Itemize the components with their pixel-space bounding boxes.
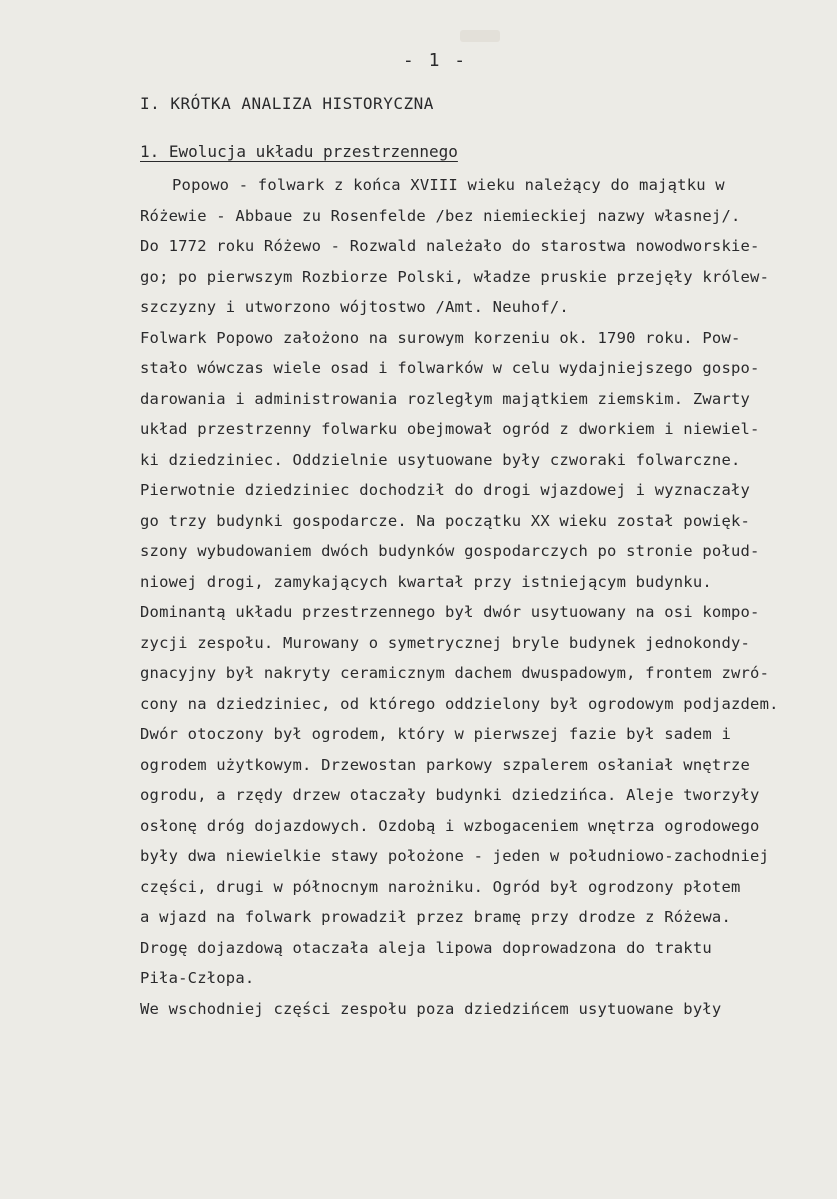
text-line: Folwark Popowo założono na surowym korzeniu ok. 1790 roku. Pow-	[140, 328, 741, 347]
text-line: osłonę dróg dojazdowych. Ozdobą i wzbogaceniem wnętrza ogrodowego	[140, 816, 760, 835]
text-line: go trzy budynki gospodarcze. Na początku XX wieku został powięk-	[140, 511, 751, 530]
text-line: Pierwotnie dziedziniec dochodził do drogi wjazdowej i wyznaczały	[140, 481, 751, 499]
text-line: Piła-Człopa.	[140, 969, 255, 987]
text-line: Dwór otoczony był ogrodem, który w pierwszej fazie był sadem i	[140, 725, 731, 743]
text-line: były dwa niewielkie stawy położone - jeden w południowo-zachodniej	[140, 847, 770, 865]
text-line: go; po pierwszym Rozbiorze Polski, władze pruskie przejęły królew-	[140, 267, 770, 286]
text-line: ogrodu, a rzędy drzew otaczały budynki dziedzińca. Aleje tworzyły	[140, 786, 760, 804]
text-line: niowej drogi, zamykających kwartał przy istniejącym budynku.	[140, 572, 712, 591]
text-line: Popowo - folwark z końca XVIII wieku należący do majątku w	[172, 176, 725, 194]
text-line: stało wówczas wiele osad i folwarków w celu wydajniejszego gospo-	[140, 359, 760, 377]
text-line: cony na dziedziniec, od którego oddzielony był ogrodowym podjazdem.	[140, 694, 779, 713]
text-line: szczyzny i utworzono wójtostwo /Amt. Neuhof/.	[140, 298, 569, 316]
faint-stamp-mark	[460, 30, 500, 42]
text-line: gnacyjny był nakryty ceramicznym dachem dwuspadowym, frontem zwró-	[140, 664, 770, 682]
text-line: Do 1772 roku Różewo - Rozwald należało do starostwa nowodworskie-	[140, 237, 760, 255]
body-text	[140, 170, 830, 1024]
page-number: - 1 -	[402, 50, 468, 71]
text-line: darowania i administrowania rozległym majątkiem ziemskim. Zwarty	[140, 389, 751, 408]
text-line: szony wybudowaniem dwóch budynków gospodarczych po stronie połud-	[140, 542, 760, 560]
text-line: We wschodniej części zespołu poza dziedzińcem usytuowane były	[140, 999, 722, 1018]
text-line: Dominantą układu przestrzennego był dwór usytuowany na osi kompo-	[140, 603, 760, 621]
text-line: układ przestrzenny folwarku obejmował ogród z dworkiem i niewiel-	[140, 420, 760, 438]
text-line: Drogę dojazdową otaczała aleja lipowa doprowadzona do traktu	[140, 938, 712, 957]
section-title: I. KRÓTKA ANALIZA HISTORYCZNA	[140, 94, 434, 113]
subsection-title: 1. Ewolucja układu przestrzennego	[140, 142, 458, 161]
text-line: ki dziedziniec. Oddzielnie usytuowane były czworaki folwarczne.	[140, 450, 741, 469]
text-line: zycji zespołu. Murowany o symetrycznej bryle budynek jednokondy-	[140, 633, 751, 652]
text-line: ogrodem użytkowym. Drzewostan parkowy szpalerem osłaniał wnętrze	[140, 755, 751, 774]
text-line: części, drugi w północnym narożniku. Ogród był ogrodzony płotem	[140, 877, 741, 896]
text-line: a wjazd na folwark prowadził przez bramę przy drodze z Różewa.	[140, 908, 731, 926]
text-line: Różewie - Abbaue zu Rosenfelde /bez niemieckiej nazwy własnej/.	[140, 206, 741, 225]
